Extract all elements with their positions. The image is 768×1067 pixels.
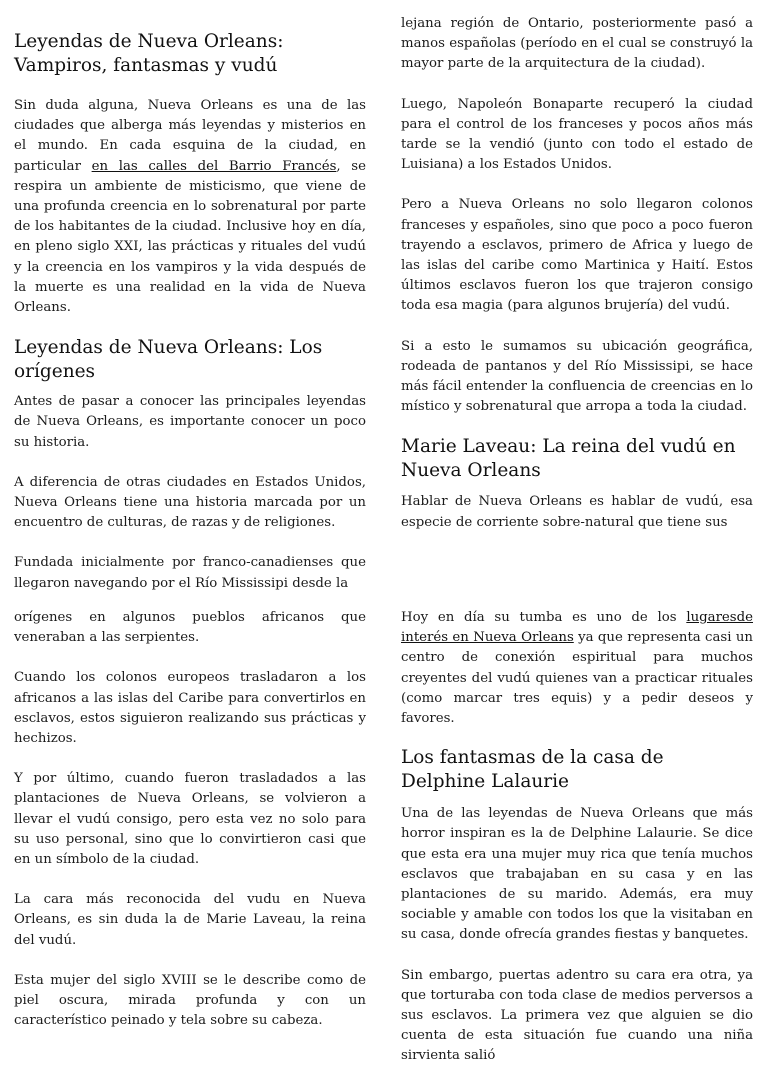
section-heading-lalaurie: Los fantasmas de la casa de Delphine Lalaurie [401, 747, 664, 793]
paragraph: Hablar de Nueva Orleans es hablar de vudú, esa especie de corriente sobre-natural que tiene sus [401, 494, 753, 530]
page1-right-column [401, 14, 753, 533]
paragraph: Sin embargo, puertas adentro su cara era otra, ya que torturaba con toda clase de medios perversos a sus esclavos. La primera vez que alguien se dio cuenta de esta situación fue cuando una niña sirvienta salió [401, 967, 753, 1064]
paragraph: Antes de pasar a conocer las principales leyendas de Nueva Orleans, es importante conocer un poco su historia. [14, 394, 366, 450]
section-heading-marie-laveau: Marie Laveau: La reina del vudú en Nueva Orleans [401, 436, 736, 482]
page2-right-column [401, 608, 753, 1067]
barrio-frances-link[interactable]: en las calles del Barrio Francés [91, 158, 337, 174]
paragraph: Y por último, cuando fueron trasladados a las plantaciones de Nueva Orleans, se volvieron a llevar el vudú consigo, pero esta vez no solo para su uso personal, sino que lo convirtieron casi que en un símbolo de la ciudad. [14, 771, 366, 868]
paragraph: La cara más reconocida del vudu en Nueva Orleans, es sin duda la de Marie Laveau, la reina del vudú. [14, 892, 366, 948]
paragraph: Fundada inicialmente por franco-canadienses que llegaron navegando por el Río Mississipi desde la [14, 555, 366, 591]
paragraph: orígenes en algunos pueblos africanos que veneraban a las serpientes. [14, 610, 366, 646]
paragraph: Esta mujer del siglo XVIII se le describe como de piel oscura, mirada profunda y con un característico peinado y tela sobre su cabeza. [14, 972, 366, 1029]
paragraph: A diferencia de otras ciudades en Estados Unidos, Nueva Orleans tiene una historia marcada por un encuentro de culturas, de razas y de religiones. [14, 474, 366, 531]
paragraph: lejana región de Ontario, posteriormente pasó a manos españolas (período en el cual se construyó la mayor parte de la arquitectura de la ciudad). [401, 16, 753, 72]
intro-paragraph: Sin duda alguna, Nueva Orleans es una de las ciudades que alberga más leyendas y misterios en el mundo. En cada esquina de la ciudad, en particular en las calles del Barrio Francés, se respira un ambiente de misticismo, que viene de una profunda creencia en lo sobrenatural por parte de los habitantes de la ciudad. Inclusive hoy en día, en pleno siglo XXI, las prácticas y rituales del vudú y la creencia en los vampiros y la vida después de la muerte es una realidad en la vida de Nueva Orleans. [14, 98, 366, 316]
paragraph: Luego, Napoleón Bonaparte recuperó la ciudad para el control de los franceses y pocos años más tarde se la vendió (junto con todo el estado de Luisiana) a los Estados Unidos. [401, 96, 753, 173]
paragraph: Pero a Nueva Orleans no solo llegaron colonos franceses y españoles, sino que poco a poco fueron trayendo a esclavos, primero de Africa y luego de las islas del caribe como Martinica y Haití. Estos últimos esclavos fueron los que trajeron consigo toda esa magia (para algunos brujería) del vudú. [401, 197, 753, 314]
section-heading-origenes: Leyendas de Nueva Orleans: Los orígenes [14, 337, 323, 383]
paragraph: Cuando los colonos europeos trasladaron a los africanos a las islas del Caribe para convertirlos en esclavos, estos siguieron realizando sus prácticas y hechizos. [14, 670, 366, 747]
paragraph: Si a esto le sumamos su ubicación geográfica, rodeada de pantanos y del Río Mississipi, se hace más fácil entender la confluencia de creencias en lo místico y sobrenatural que arropa a toda la ciudad. [401, 338, 753, 415]
paragraph: Una de las leyendas de Nueva Orleans que más horror inspiran es la de Delphine Lalaurie. Se dice que esta era una mujer muy rica que tenía muchos esclavos que trabajaban en su casa y en las plantaciones de su marido. Además, era muy sociable y amable con todos los que la visitaban en su casa, donde ofrecía grandes fiestas y banquetes. [401, 806, 753, 943]
page1-left-column [14, 30, 366, 594]
lugares-de-interes-link[interactable]: lugaresde interés en Nueva Orleans [401, 610, 753, 646]
page2-left-column [14, 608, 366, 1031]
article-title: Leyendas de Nueva Orleans: Vampiros, fantasmas y vudú [14, 31, 284, 76]
paragraph: Hoy en día su tumba es uno de los lugaresde interés en Nueva Orleans ya que representa casi un centro de conexión espiritual para muchos creyentes del vudú quienes van a practicar rituales (como marcar tres equis) y a pedir deseos y favores. [401, 610, 753, 727]
